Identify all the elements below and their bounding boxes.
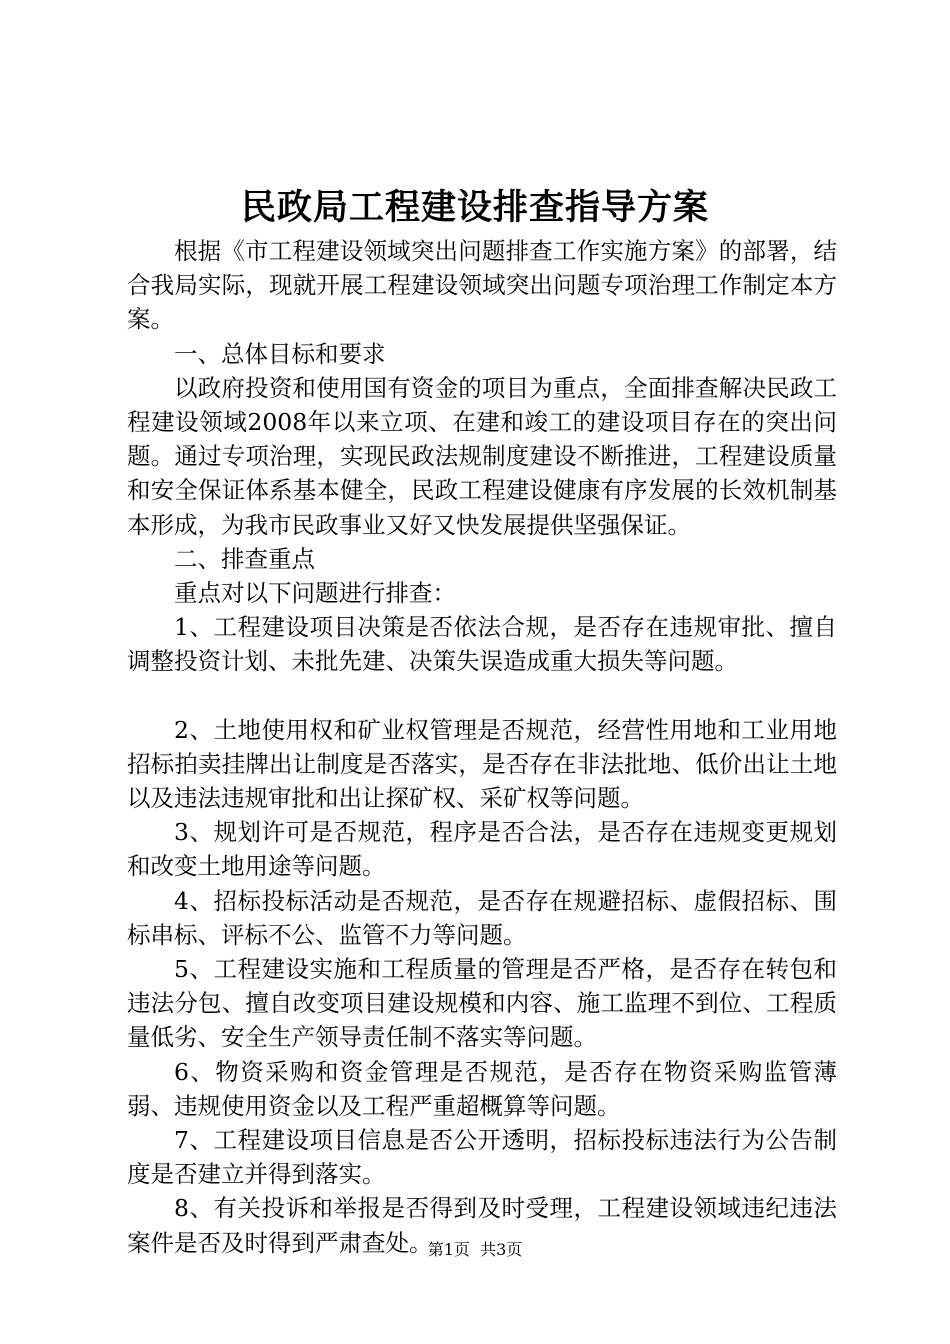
focus-item-8: 8、有关投诉和举报是否得到及时受理，工程建设领域违纪违法案件是否及时得到严肃查处。 [127,1194,837,1257]
document-title: 民政局工程建设排查指导方案 [240,187,709,228]
focus-item-5: 5、工程建设实施和工程质量的管理是否严格，是否存在转包和违法分包、擅自改变项目建设规模和内容、施工监理不到位、工程质量低劣、安全生产领导责任制不落实等问题。 [127,955,837,1052]
footer-separator [470,1240,480,1259]
focus-intro-paragraph: 重点对以下问题进行排查： [174,579,456,608]
focus-item-6: 6、物资采购和资金管理是否规范，是否存在物资采购监管薄弱、违规使用资金以及工程严重超概算等问题。 [127,1057,837,1120]
page-footer [0,1239,950,1261]
document-body [127,234,837,1260]
intro-paragraph: 根据《市工程建设领域突出问题排查工作实施方案》的部署，结合我局实际，现就开展工程建设领域突出问题专项治理工作制定本方案。 [127,237,837,334]
blank-line [127,679,837,713]
section-heading-focus: 二、排查重点 [174,544,315,573]
focus-item-7: 7、工程建设项目信息是否公开透明，招标投标违法行为公告制度是否建立并得到落实。 [127,1126,837,1189]
section-heading-goals: 一、总体目标和要求 [174,339,386,368]
goals-paragraph: 以政府投资和使用国有资金的项目为重点，全面排查解决民政工程建设领域2008年以来立项、在建和竣工的建设项目存在的突出问题。通过专项治理，实现民政法规制度建设不断推进，工程建设质量和安全保证体系基本健全，民政工程建设健康有序发展的长效机制基本形成，为我市民政事业又好又快发展提供坚强保证。 [127,373,837,539]
page-number: 第1页 [427,1240,470,1259]
focus-item-3: 3、规划许可是否规范，程序是否合法，是否存在违规变更规划和改变土地用途等问题。 [127,818,837,881]
page-total: 共3页 [480,1240,523,1259]
focus-item-4: 4、招标投标活动是否规范，是否存在规避招标、虚假招标、围标串标、评标不公、监管不力等问题。 [127,886,837,949]
focus-item-2: 2、土地使用权和矿业权管理是否规范，经营性用地和工业用地招标拍卖挂牌出让制度是否落实，是否存在非法批地、低价出让土地以及违法违规审批和出让探矿权、采矿权等问题。 [127,715,837,813]
focus-item-1: 1、工程建设项目决策是否依法合规，是否存在违规审批、擅自调整投资计划、未批先建、决策失误造成重大损失等问题。 [127,613,837,676]
